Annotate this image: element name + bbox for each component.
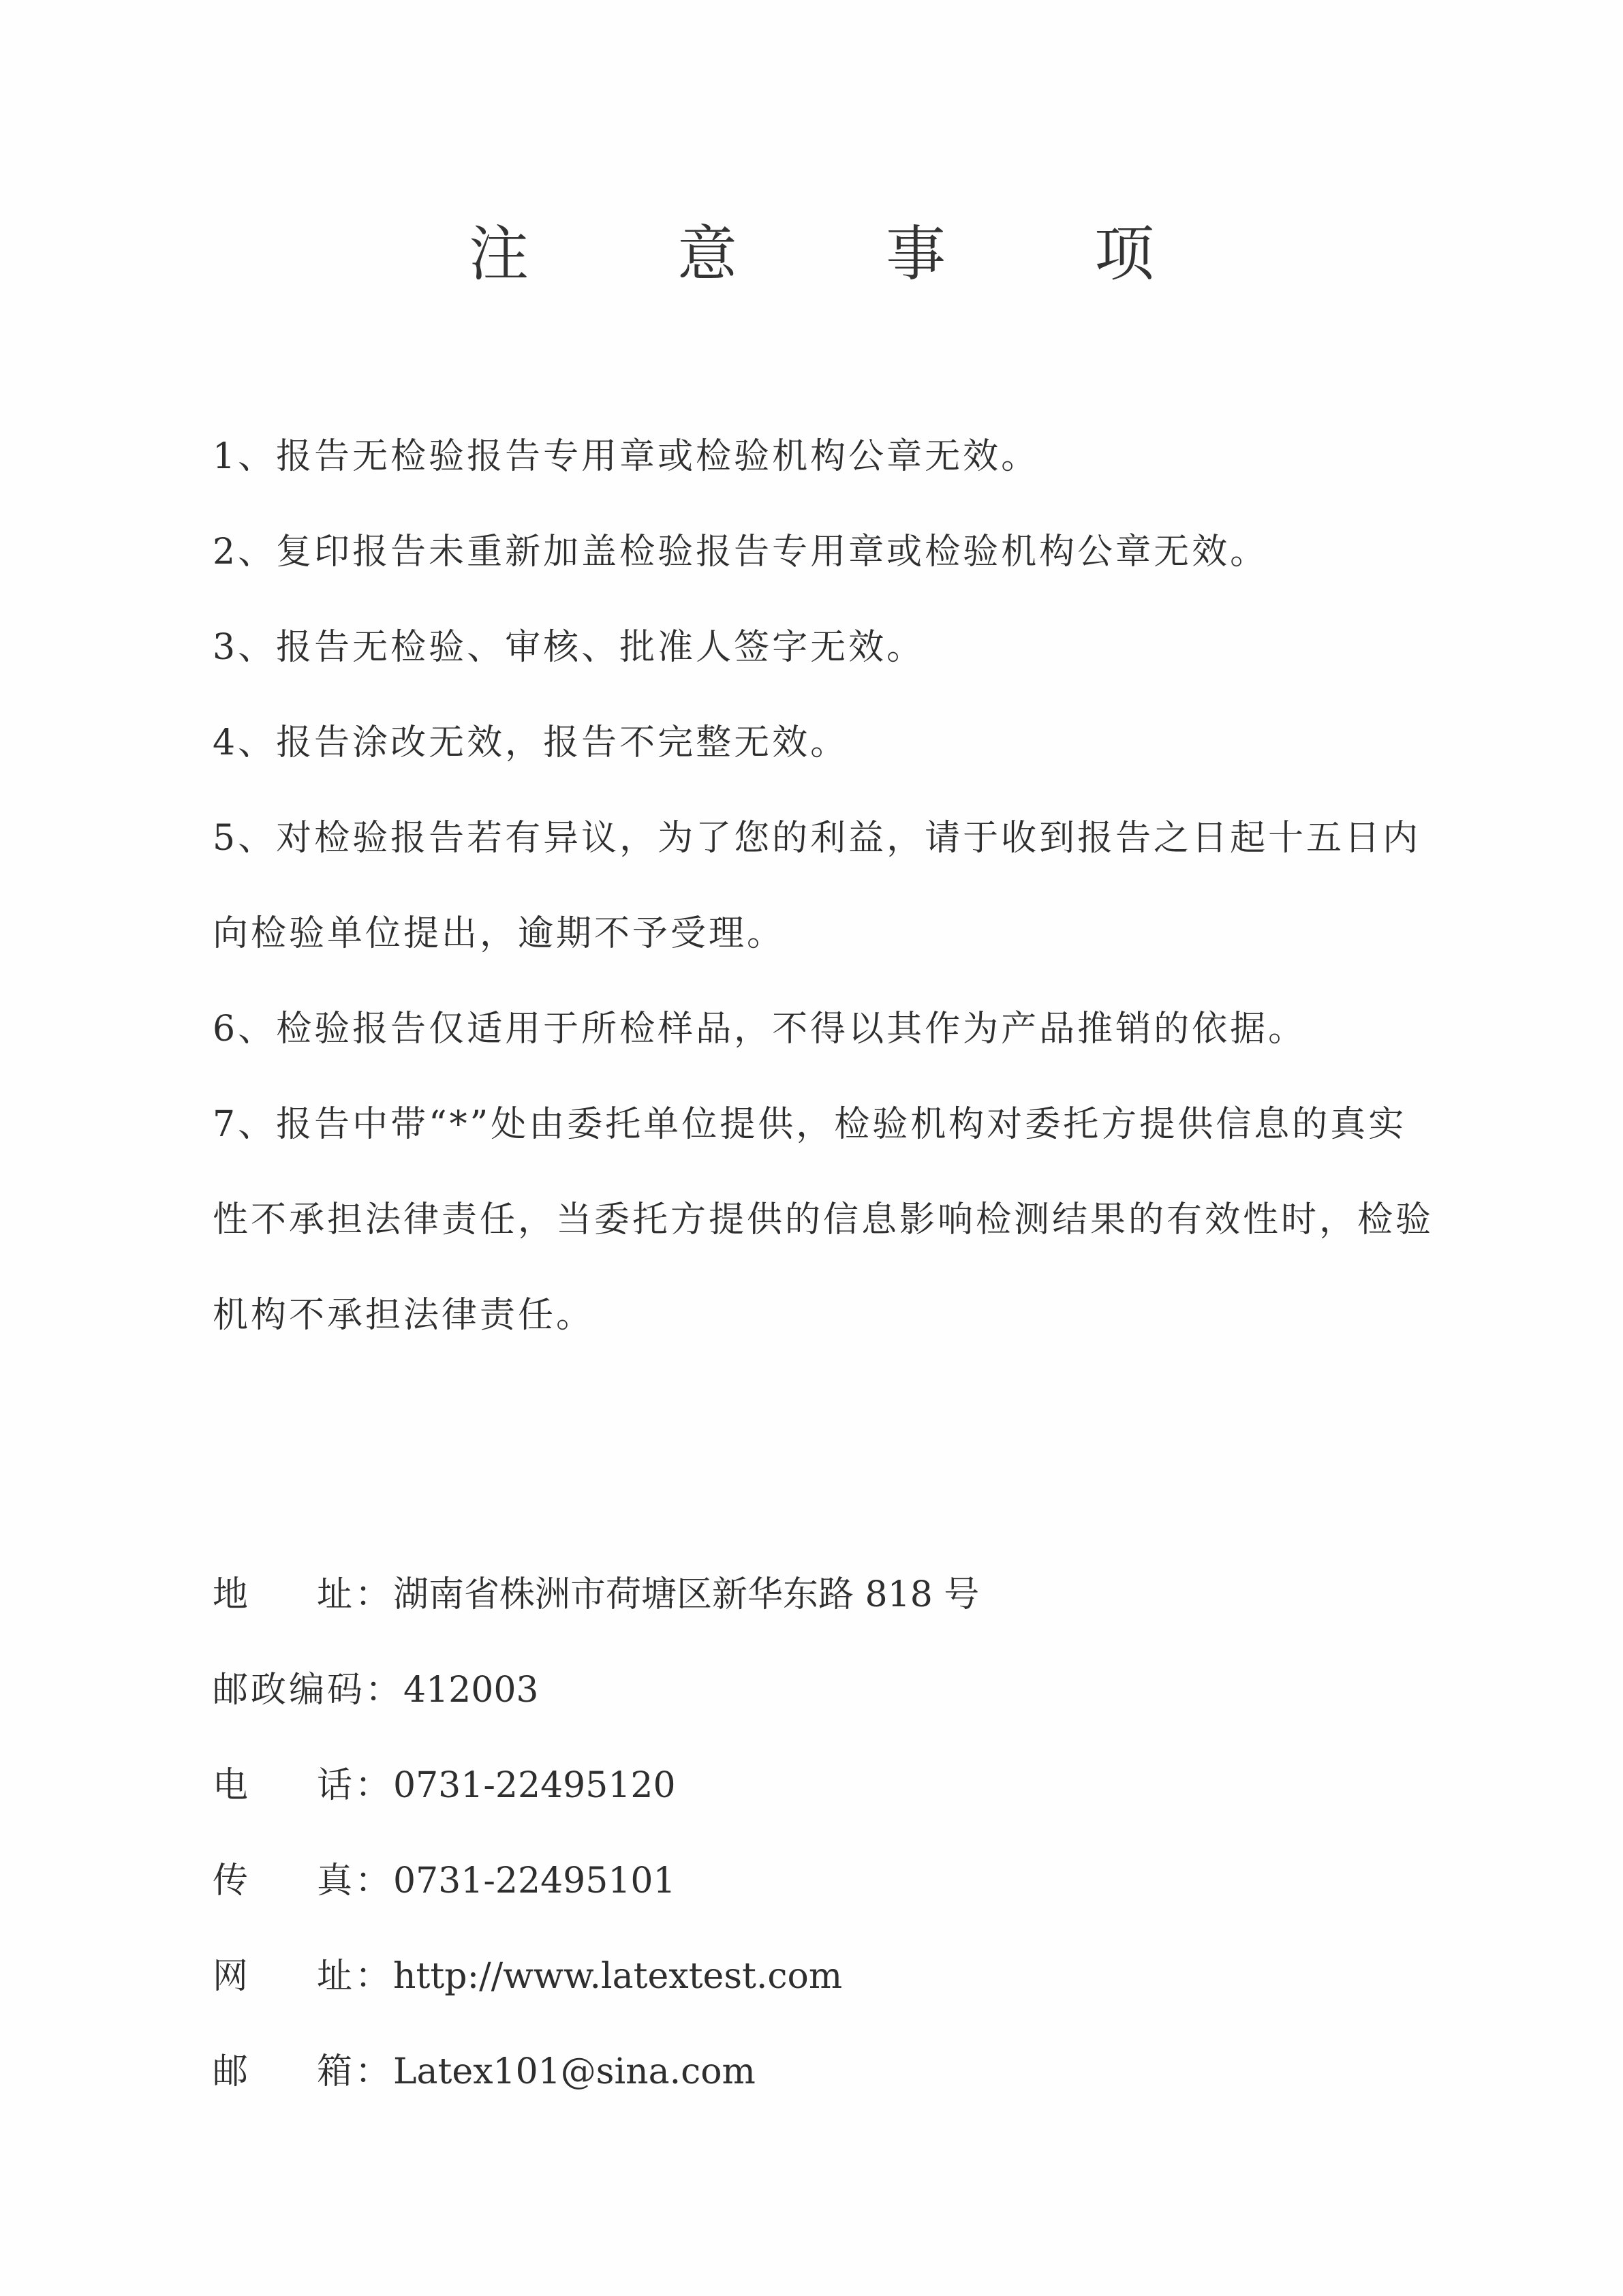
notes-list	[213, 409, 1432, 1363]
note-line: 5、对检验报告若有异议，为了您的利益，请于收到报告之日起十五日内	[213, 818, 1421, 859]
note-line: 机构不承担法律责任。	[213, 1295, 595, 1336]
note-line: 性不承担法律责任，当委托方提供的信息影响检测结果的有效性时，检验	[213, 1199, 1434, 1240]
postcode-row	[213, 1642, 1432, 1738]
website-value[interactable]: http://www.latextest.com	[393, 1956, 843, 1997]
page-title: 注 意 事 项	[469, 219, 1219, 289]
email-value[interactable]: Latex101@sina.com	[393, 2051, 756, 2092]
email-row	[213, 2024, 1432, 2119]
contact-info	[213, 1547, 1432, 2119]
address-row	[213, 1547, 1432, 1642]
note-line: 2、复印报告未重新加盖检验报告专用章或检验机构公章无效。	[213, 532, 1269, 572]
website-label: 网 址：	[213, 1956, 393, 1997]
note-line: 7、报告中带“*”处由委托单位提供，检验机构对委托方提供信息的真实	[213, 1104, 1407, 1145]
note-line: 3、报告无检验、审核、批准人签字无效。	[213, 627, 925, 668]
fax-row	[213, 1833, 1432, 1929]
note-line: 4、报告涂改无效，报告不完整无效。	[213, 722, 849, 763]
postcode-label: 邮政编码：	[213, 1670, 404, 1711]
phone-value: 0731-22495120	[393, 1765, 676, 1806]
fax-value: 0731-22495101	[393, 1861, 676, 1901]
fax-label: 传 真：	[213, 1861, 393, 1901]
note-line: 1、报告无检验报告专用章或检验机构公章无效。	[213, 436, 1040, 477]
email-label: 邮 箱：	[213, 2051, 393, 2092]
phone-row	[213, 1738, 1432, 1833]
address-value: 湖南省株洲市荷塘区新华东路 818 号	[393, 1574, 980, 1615]
address-label: 地 址：	[213, 1574, 393, 1615]
postcode-value: 412003	[403, 1670, 539, 1711]
website-row	[213, 1929, 1432, 2024]
note-line: 6、检验报告仅适用于所检样品，不得以其作为产品推销的依据。	[213, 1009, 1307, 1050]
phone-label: 电 话：	[213, 1765, 393, 1806]
note-line: 向检验单位提出，逾期不予受理。	[213, 913, 786, 954]
